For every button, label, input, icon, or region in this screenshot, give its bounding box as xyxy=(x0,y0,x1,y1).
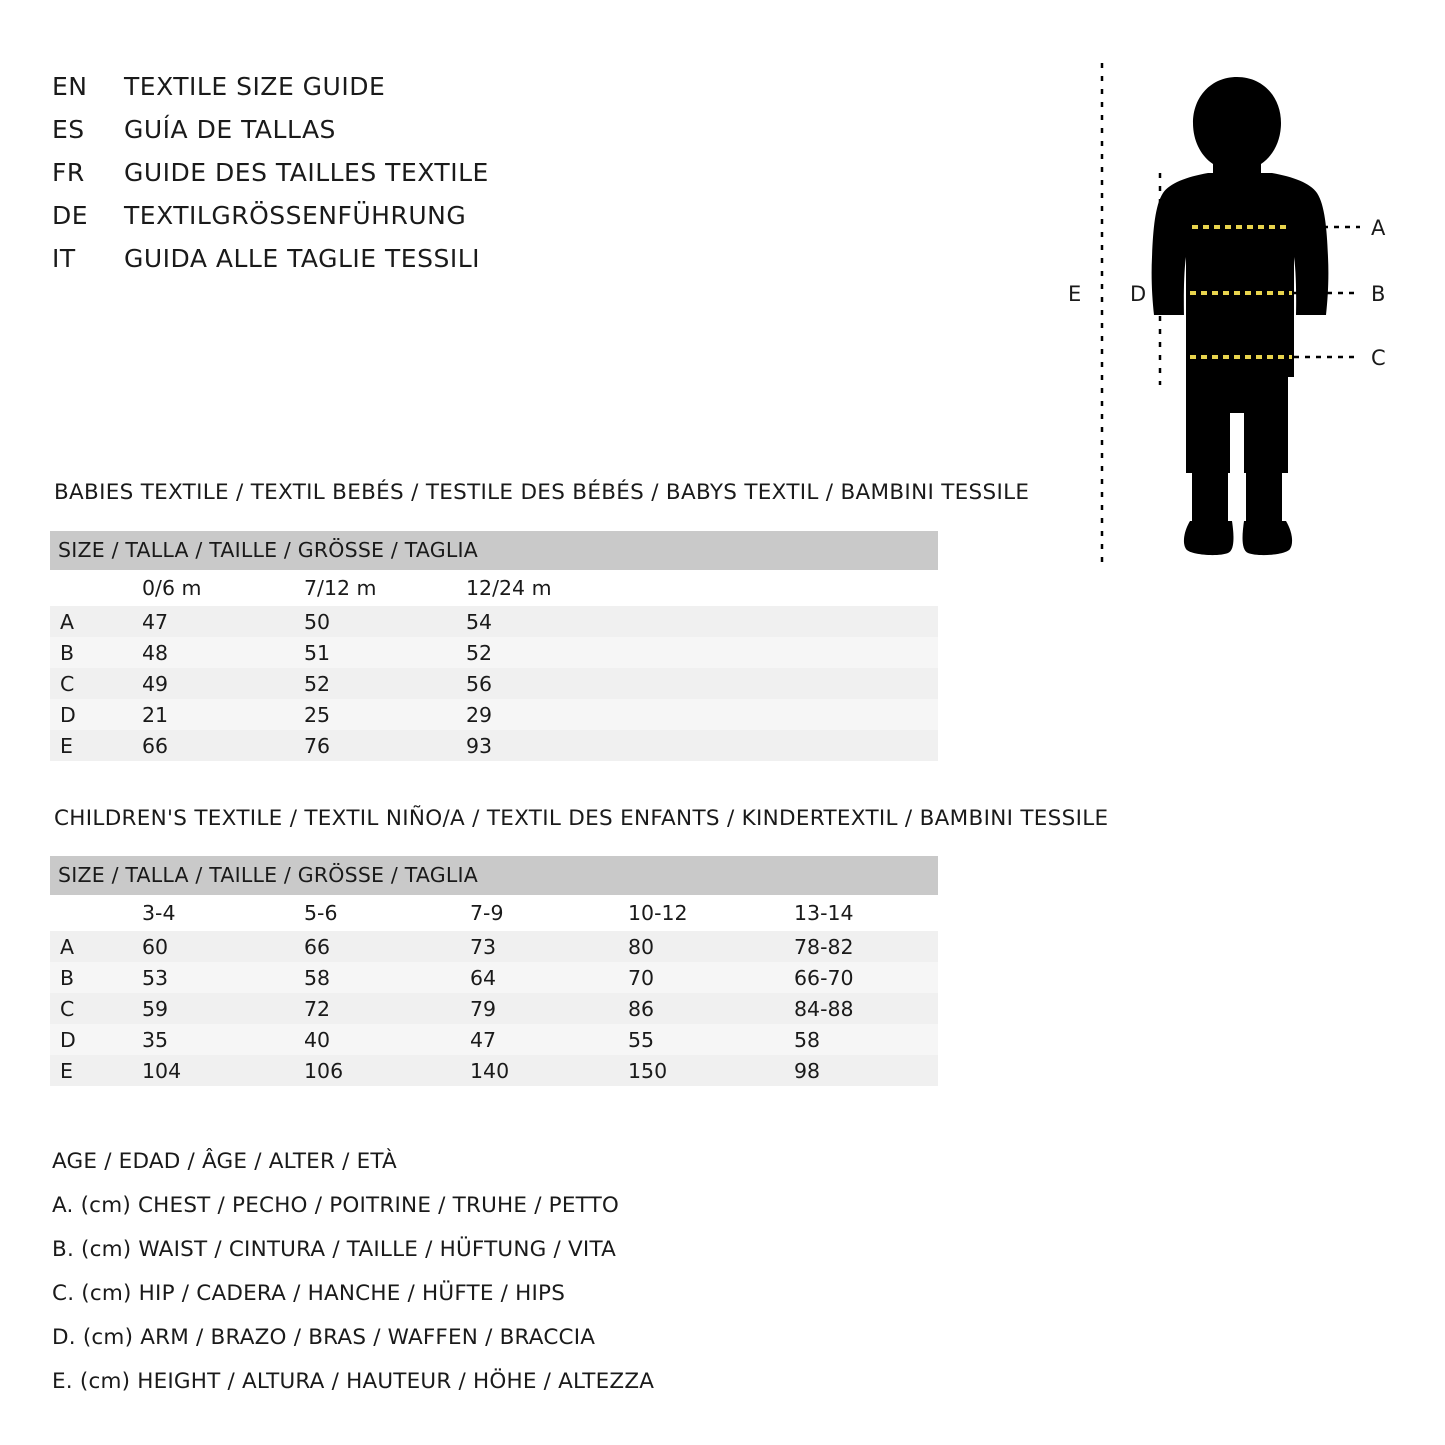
babies-cell-e-0: 66 xyxy=(142,730,304,761)
children-col-header-0: 3-4 xyxy=(142,895,304,931)
babies-cell-b-0: 48 xyxy=(142,637,304,668)
children-row-label-d: D xyxy=(50,1024,142,1055)
children-cell-c-1: 72 xyxy=(304,993,470,1024)
babies-cell-d-2: 29 xyxy=(466,699,938,730)
babies-cell-c-0: 49 xyxy=(142,668,304,699)
children-cell-e-0: 104 xyxy=(142,1055,304,1086)
legend-line-a-chest: A. (cm) CHEST / PECHO / POITRINE / TRUHE / PETTO xyxy=(52,1193,620,1218)
children-cell-d-4: 58 xyxy=(794,1024,938,1055)
children-cell-e-3: 150 xyxy=(628,1055,794,1086)
children-cell-e-4: 98 xyxy=(794,1055,938,1086)
table-row xyxy=(50,637,938,668)
babies-cell-d-1: 25 xyxy=(304,699,466,730)
babies-section-heading: BABIES TEXTILE / TEXTIL BEBÉS / TESTILE DES BÉBÉS / BABYS TEXTIL / BAMBINI TESSILE xyxy=(54,480,1030,505)
title-row-es xyxy=(52,115,672,158)
label-e: E xyxy=(1068,282,1082,306)
babies-cell-a-1: 50 xyxy=(304,606,466,637)
babies-size-header: SIZE / TALLA / TAILLE / GRÖSSE / TAGLIA xyxy=(50,531,938,570)
babies-table-size-header-row xyxy=(50,531,938,570)
children-row-label-a: A xyxy=(50,931,142,962)
children-column-header-row xyxy=(50,895,938,931)
children-cell-d-0: 35 xyxy=(142,1024,304,1055)
babies-row-label-b: B xyxy=(50,637,142,668)
lang-code-en: EN xyxy=(52,72,88,101)
table-row xyxy=(50,962,938,993)
babies-row-label-c: C xyxy=(50,668,142,699)
children-cell-e-1: 106 xyxy=(304,1055,470,1086)
babies-row-label-a: A xyxy=(50,606,142,637)
lang-code-es: ES xyxy=(52,115,85,144)
babies-col-header-1: 7/12 m xyxy=(304,570,466,606)
table-row xyxy=(50,699,938,730)
children-table-size-header-row xyxy=(50,856,938,895)
label-a: A xyxy=(1371,216,1386,240)
table-row xyxy=(50,1024,938,1055)
babies-cell-c-2: 56 xyxy=(466,668,938,699)
children-cell-b-4: 66-70 xyxy=(794,962,938,993)
children-cell-c-3: 86 xyxy=(628,993,794,1024)
children-cell-a-2: 73 xyxy=(470,931,628,962)
table-row xyxy=(50,1055,938,1086)
babies-cell-d-0: 21 xyxy=(142,699,304,730)
babies-col-header-0: 0/6 m xyxy=(142,570,304,606)
language-titles xyxy=(52,72,672,287)
legend-line-age: AGE / EDAD / ÂGE / ALTER / ETÀ xyxy=(52,1149,397,1174)
title-row-en xyxy=(52,72,672,115)
children-col-header-1: 5-6 xyxy=(304,895,470,931)
children-size-header: SIZE / TALLA / TAILLE / GRÖSSE / TAGLIA xyxy=(50,856,938,895)
label-d: D xyxy=(1130,282,1147,306)
babies-column-header-row xyxy=(50,570,938,606)
babies-corner-cell xyxy=(50,570,142,606)
babies-cell-a-2: 54 xyxy=(466,606,938,637)
legend-line-e-height: E. (cm) HEIGHT / ALTURA / HAUTEUR / HÖHE / ALTEZZA xyxy=(52,1369,655,1394)
babies-row-label-d: D xyxy=(50,699,142,730)
children-cell-e-2: 140 xyxy=(470,1055,628,1086)
children-row-label-e: E xyxy=(50,1055,142,1086)
children-cell-b-3: 70 xyxy=(628,962,794,993)
children-corner-cell xyxy=(50,895,142,931)
babies-cell-b-2: 52 xyxy=(466,637,938,668)
babies-size-table xyxy=(50,531,938,761)
children-row-label-c: C xyxy=(50,993,142,1024)
title-text-it: GUIDA ALLE TAGLIE TESSILI xyxy=(124,244,480,273)
lang-code-fr: FR xyxy=(52,158,85,187)
babies-row-label-e: E xyxy=(50,730,142,761)
children-section-heading: CHILDREN'S TEXTILE / TEXTIL NIÑO/A / TEXTIL DES ENFANTS / KINDERTEXTIL / BAMBINI TESSILE xyxy=(54,806,1109,831)
title-row-fr xyxy=(52,158,672,201)
children-row-label-b: B xyxy=(50,962,142,993)
children-cell-a-1: 66 xyxy=(304,931,470,962)
title-text-en: TEXTILE SIZE GUIDE xyxy=(124,72,386,101)
children-cell-d-3: 55 xyxy=(628,1024,794,1055)
babies-cell-c-1: 52 xyxy=(304,668,466,699)
legend-line-c-hip: C. (cm) HIP / CADERA / HANCHE / HÜFTE / HIPS xyxy=(52,1281,566,1306)
table-row xyxy=(50,730,938,761)
children-col-header-2: 7-9 xyxy=(470,895,628,931)
title-text-de: TEXTILGRÖSSENFÜHRUNG xyxy=(124,201,467,230)
lang-code-it: IT xyxy=(52,244,76,273)
lang-code-de: DE xyxy=(52,201,89,230)
table-row xyxy=(50,606,938,637)
measurement-diagram xyxy=(1040,55,1430,575)
babies-col-header-2: 12/24 m xyxy=(466,570,938,606)
children-cell-a-4: 78-82 xyxy=(794,931,938,962)
child-silhouette xyxy=(1152,77,1329,555)
babies-cell-b-1: 51 xyxy=(304,637,466,668)
label-b: B xyxy=(1371,282,1386,306)
table-row xyxy=(50,931,938,962)
children-cell-c-2: 79 xyxy=(470,993,628,1024)
children-cell-d-1: 40 xyxy=(304,1024,470,1055)
title-row-de xyxy=(52,201,672,244)
title-row-it xyxy=(52,244,672,287)
table-row xyxy=(50,668,938,699)
children-cell-b-0: 53 xyxy=(142,962,304,993)
children-cell-c-4: 84-88 xyxy=(794,993,938,1024)
children-cell-a-0: 60 xyxy=(142,931,304,962)
children-cell-a-3: 80 xyxy=(628,931,794,962)
babies-cell-a-0: 47 xyxy=(142,606,304,637)
label-c: C xyxy=(1371,346,1386,370)
children-cell-d-2: 47 xyxy=(470,1024,628,1055)
children-cell-b-2: 64 xyxy=(470,962,628,993)
children-cell-b-1: 58 xyxy=(304,962,470,993)
measurement-legend xyxy=(52,1140,952,1404)
legend-line-b-waist: B. (cm) WAIST / CINTURA / TAILLE / HÜFTUNG / VITA xyxy=(52,1237,617,1262)
children-col-header-4: 13-14 xyxy=(794,895,938,931)
children-col-header-3: 10-12 xyxy=(628,895,794,931)
title-text-fr: GUIDE DES TAILLES TEXTILE xyxy=(124,158,489,187)
legend-line-d-arm: D. (cm) ARM / BRAZO / BRAS / WAFFEN / BRACCIA xyxy=(52,1325,596,1350)
babies-cell-e-2: 93 xyxy=(466,730,938,761)
table-row xyxy=(50,993,938,1024)
children-cell-c-0: 59 xyxy=(142,993,304,1024)
babies-cell-e-1: 76 xyxy=(304,730,466,761)
children-size-table xyxy=(50,856,938,1086)
title-text-es: GUÍA DE TALLAS xyxy=(124,115,336,144)
